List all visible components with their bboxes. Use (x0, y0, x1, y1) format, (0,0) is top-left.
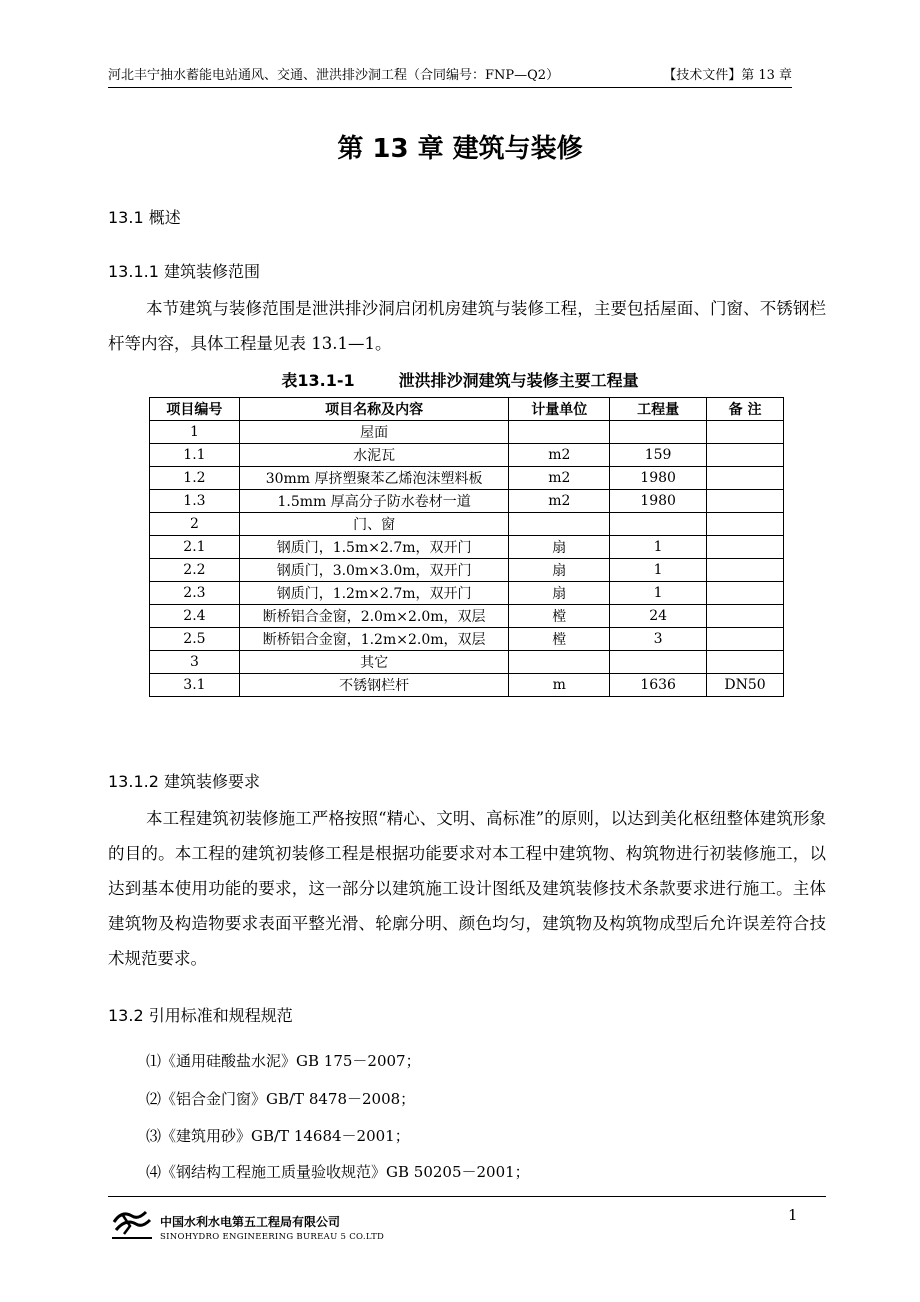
cell-item-no: 1.2 (150, 467, 240, 490)
reference-item: ⑴《通用硅酸盐水泥》GB 175－2007； (146, 1052, 421, 1070)
cell-item-no: 1.3 (150, 490, 240, 513)
cell-item-name: 不锈钢栏杆 (239, 674, 509, 697)
cell-unit: 樘 (509, 605, 610, 628)
table-row (150, 674, 784, 697)
reference-item: ⑵《铝合金门窗》GB/T 8478－2008； (146, 1090, 416, 1108)
cell-item-name: 门、窗 (239, 513, 509, 536)
cell-item-name: 屋面 (239, 421, 509, 444)
cell-remarks (707, 513, 784, 536)
cell-item-no: 1 (150, 421, 240, 444)
cell-unit: m2 (509, 467, 610, 490)
footer-company-name-cn: 中国水利水电第五工程局有限公司 (160, 1215, 341, 1229)
cell-quantity: 1980 (610, 467, 707, 490)
table-row (150, 628, 784, 651)
cell-item-name: 钢质门，3.0m×3.0m，双开门 (239, 559, 509, 582)
cell-remarks (707, 536, 784, 559)
cell-quantity (610, 421, 707, 444)
cell-item-name: 断桥铝合金窗，1.2m×2.0m，双层 (239, 628, 509, 651)
section-13-1-heading: 13.1 概述 (108, 208, 181, 227)
header-item-no: 项目编号 (150, 398, 240, 421)
cell-remarks (707, 582, 784, 605)
sinohydro-logo-icon (108, 1204, 156, 1242)
table-row (150, 513, 784, 536)
cell-unit (509, 513, 610, 536)
section-13-2-heading: 13.2 引用标准和规程规范 (108, 1006, 293, 1025)
cell-quantity (610, 651, 707, 674)
cell-remarks (707, 444, 784, 467)
table-row (150, 536, 784, 559)
cell-item-no: 2.1 (150, 536, 240, 559)
cell-remarks (707, 605, 784, 628)
cell-item-name: 水泥瓦 (239, 444, 509, 467)
section-13-1-1-heading: 13.1.1 建筑装修范围 (108, 262, 260, 281)
table-row (150, 467, 784, 490)
cell-remarks (707, 467, 784, 490)
cell-item-no: 2 (150, 513, 240, 536)
page-number: 1 (788, 1206, 798, 1224)
cell-unit: m2 (509, 490, 610, 513)
cell-quantity: 1980 (610, 490, 707, 513)
cell-item-no: 3.1 (150, 674, 240, 697)
section-13-1-2-heading: 13.1.2 建筑装修要求 (108, 772, 260, 791)
table-row (150, 490, 784, 513)
cell-quantity: 1 (610, 582, 707, 605)
cell-quantity: 1636 (610, 674, 707, 697)
cell-remarks (707, 421, 784, 444)
cell-item-name: 钢质门，1.2m×2.7m，双开门 (239, 582, 509, 605)
header-chapter-label: 【技术文件】第 13 章 (663, 68, 792, 83)
table-body (150, 421, 784, 697)
reference-item: ⑷《钢结构工程施工质量验收规范》GB 50205－2001； (146, 1163, 530, 1181)
cell-quantity: 24 (610, 605, 707, 628)
table-caption-number: 表13.1-1 (281, 371, 355, 390)
header-item-name: 项目名称及内容 (239, 398, 509, 421)
header-unit: 计量单位 (509, 398, 610, 421)
quantity-table (149, 397, 784, 697)
table-row (150, 605, 784, 628)
cell-item-no: 2.5 (150, 628, 240, 651)
cell-quantity: 1 (610, 536, 707, 559)
cell-item-no: 2.3 (150, 582, 240, 605)
table-header-row (150, 398, 784, 421)
header-remarks: 备 注 (707, 398, 784, 421)
header-project-title: 河北丰宁抽水蓄能电站通风、交通、泄洪排沙洞工程（合同编号：FNP—Q2） (108, 68, 560, 83)
table-caption-title: 泄洪排沙洞建筑与装修主要工程量 (398, 371, 639, 390)
table-caption (0, 368, 920, 391)
chapter-title: 第 13 章 建筑与装修 (337, 134, 583, 164)
cell-unit: 樘 (509, 628, 610, 651)
cell-unit: m2 (509, 444, 610, 467)
cell-item-name: 其它 (239, 651, 509, 674)
requirements-paragraph: 本工程建筑初装修施工严格按照“精心、文明、高标准”的原则，以达到美化枢纽整体建筑形象的目的。本工程的建筑初装修工程是根据功能要求对本工程中建筑物、构筑物进行初装修施工，以达到基本使用功能的要求，这一部分以建筑施工设计图纸及建筑装修技术条款要求进行施工。主体建筑物及构造物要求表面平整光滑、轮廓分明、颜色均匀，建筑物及构筑物成型后允许误差符合技术规范要求。 (108, 809, 826, 968)
cell-unit: m (509, 674, 610, 697)
table-row (150, 421, 784, 444)
footer-company-name-en: SINOHYDRO ENGINEERING BUREAU 5 CO.LTD (160, 1232, 385, 1242)
page-header (108, 64, 792, 88)
reference-item: ⑶《建筑用砂》GB/T 14684－2001； (146, 1127, 410, 1145)
cell-item-name: 钢质门，1.5m×2.7m，双开门 (239, 536, 509, 559)
cell-remarks (707, 490, 784, 513)
cell-quantity: 159 (610, 444, 707, 467)
cell-remarks: DN50 (707, 674, 784, 697)
cell-remarks (707, 651, 784, 674)
cell-unit: 扇 (509, 536, 610, 559)
cell-unit: 扇 (509, 582, 610, 605)
cell-item-name: 30mm 厚挤塑聚苯乙烯泡沫塑料板 (239, 467, 509, 490)
cell-item-no: 3 (150, 651, 240, 674)
cell-item-no: 2.4 (150, 605, 240, 628)
table-row (150, 651, 784, 674)
cell-item-no: 1.1 (150, 444, 240, 467)
cell-remarks (707, 628, 784, 651)
cell-unit (509, 421, 610, 444)
cell-unit: 扇 (509, 559, 610, 582)
cell-item-no: 2.2 (150, 559, 240, 582)
cell-remarks (707, 559, 784, 582)
table-row (150, 444, 784, 467)
footer-divider (108, 1196, 826, 1197)
table-row (150, 559, 784, 582)
header-quantity: 工程量 (610, 398, 707, 421)
cell-item-name: 断桥铝合金窗，2.0m×2.0m，双层 (239, 605, 509, 628)
scope-paragraph: 本节建筑与装修范围是泄洪排沙洞启闭机房建筑与装修工程，主要包括屋面、门窗、不锈钢栏杆等内容，具体工程量见表 13.1—1。 (108, 299, 826, 353)
cell-quantity: 1 (610, 559, 707, 582)
cell-quantity (610, 513, 707, 536)
cell-quantity: 3 (610, 628, 707, 651)
cell-unit (509, 651, 610, 674)
cell-item-name: 1.5mm 厚高分子防水卷材一道 (239, 490, 509, 513)
table-row (150, 582, 784, 605)
